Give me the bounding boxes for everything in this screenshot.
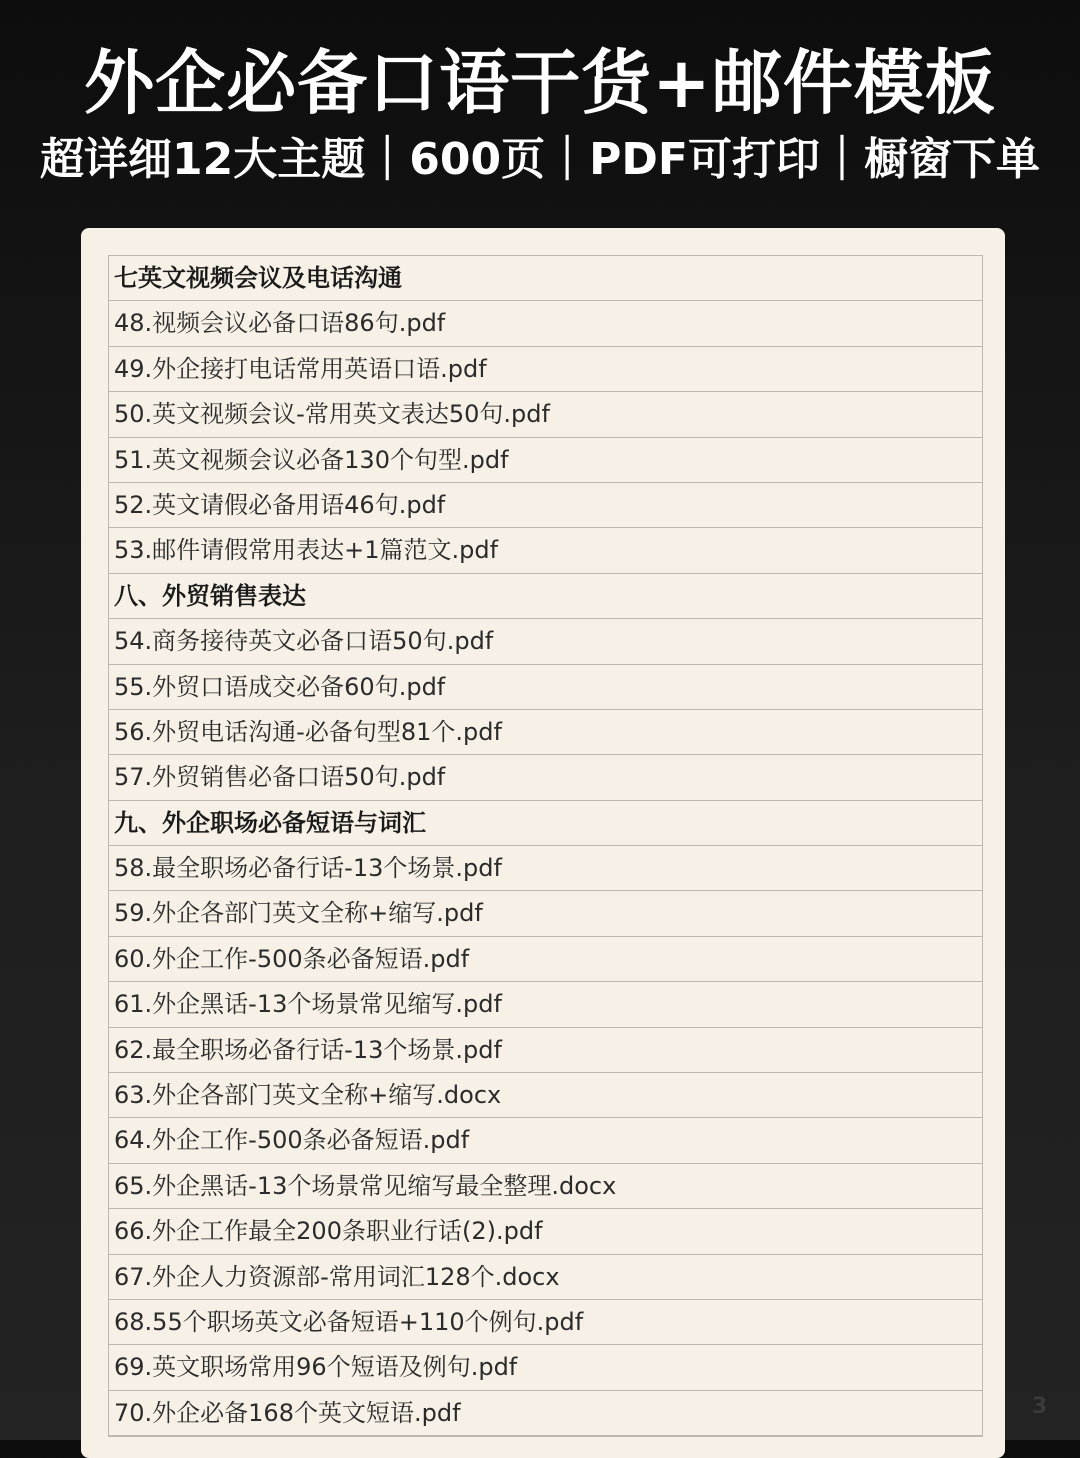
file-row: 50.英文视频会议-常用英文表达50句.pdf <box>109 392 982 437</box>
file-row: 67.外企人力资源部-常用词汇128个.docx <box>109 1255 982 1300</box>
file-row: 61.外企黑话-13个场景常见缩写.pdf <box>109 982 982 1027</box>
file-row: 60.外企工作-500条必备短语.pdf <box>109 937 982 982</box>
file-row: 55.外贸口语成交必备60句.pdf <box>109 665 982 710</box>
file-row: 59.外企各部门英文全称+缩写.pdf <box>109 891 982 936</box>
page-title: 外企必备口语干货+邮件模板 <box>84 42 996 124</box>
section-heading-row: 七英文视频会议及电话沟通 <box>109 256 982 301</box>
file-row: 54.商务接待英文必备口语50句.pdf <box>109 619 982 664</box>
page-subtitle: 超详细12大主题｜600页｜PDF可打印｜橱窗下单 <box>40 134 1040 185</box>
file-row: 66.外企工作最全200条职业行话(2).pdf <box>109 1209 982 1254</box>
file-row: 70.外企必备168个英文短语.pdf <box>109 1391 982 1436</box>
file-row: 48.视频会议必备口语86句.pdf <box>109 301 982 346</box>
section-heading-row: 九、外企职场必备短语与词汇 <box>109 801 982 846</box>
header <box>0 0 1080 220</box>
file-row: 63.外企各部门英文全称+缩写.docx <box>109 1073 982 1118</box>
file-row: 57.外贸销售必备口语50句.pdf <box>109 755 982 800</box>
file-row: 49.外企接打电话常用英语口语.pdf <box>109 347 982 392</box>
file-row: 53.邮件请假常用表达+1篇范文.pdf <box>109 528 982 573</box>
file-row: 56.外贸电话沟通-必备句型81个.pdf <box>109 710 982 755</box>
document-card <box>81 228 1005 1458</box>
page-number-mark: 3 <box>1032 1394 1048 1419</box>
file-row: 65.外企黑话-13个场景常见缩写最全整理.docx <box>109 1164 982 1209</box>
file-row: 62.最全职场必备行话-13个场景.pdf <box>109 1028 982 1073</box>
section-heading-row: 八、外贸销售表达 <box>109 574 982 619</box>
file-row: 64.外企工作-500条必备短语.pdf <box>109 1118 982 1163</box>
file-row: 69.英文职场常用96个短语及例句.pdf <box>109 1345 982 1390</box>
file-list-table <box>108 255 983 1437</box>
file-row: 58.最全职场必备行话-13个场景.pdf <box>109 846 982 891</box>
file-row: 52.英文请假必备用语46句.pdf <box>109 483 982 528</box>
file-row: 51.英文视频会议必备130个句型.pdf <box>109 438 982 483</box>
file-row: 68.55个职场英文必备短语+110个例句.pdf <box>109 1300 982 1345</box>
